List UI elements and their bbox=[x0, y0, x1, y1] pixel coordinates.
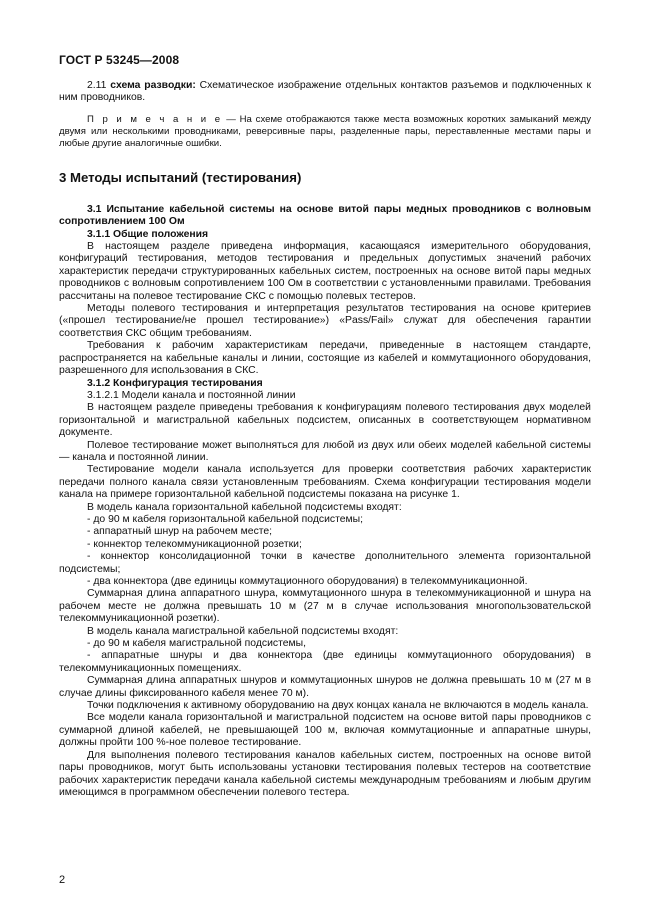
page-content bbox=[59, 80, 591, 799]
section-3-heading: 3 Методы испытаний (тестирования) bbox=[59, 169, 302, 185]
paragraph: Суммарная длина аппаратного шнура, коммутационного шнура в телекоммуникационной и шнура на рабочем месте не должна превышать 10 м (27 м в случае использования многопользовательской телекоммуникационной розетки). bbox=[59, 588, 591, 625]
paragraph: В модель канала магистральной кабельной подсистемы входят: bbox=[87, 625, 399, 637]
section-number: 2.11 bbox=[87, 80, 111, 91]
list-item: - коннектор телекоммуникационной розетки; bbox=[87, 538, 302, 550]
paragraph: В настоящем разделе приведены требования к конфигурациям полевого тестирования двух моделей горизонтальной и магистральной кабельных подсистем, описанных в соответствующем нормативном документе. bbox=[59, 402, 591, 439]
section-3-1-heading: 3.1 Испытание кабельной системы на основе витой пары медных проводников с волновым сопротивлением 100 Ом bbox=[59, 203, 591, 228]
paragraph: Тестирование модели канала используется для проверки соответствия рабочих характеристик передачи полного канала связи установленным требованиям. Схема конфигурации тестирования модели канала на примере горизонтальной кабельной подсистемы показана на рисунке 1. bbox=[59, 464, 591, 501]
paragraph: Все модели канала горизонтальной и магистральной подсистем на основе витой пары проводников с суммарной длиной кабелей, не превышающей 100 м, включая коммутационные и аппаратные шнуры, должны пройти 100 %-ное полевое тестирование. bbox=[59, 712, 591, 749]
term: схема разводки: bbox=[110, 80, 196, 91]
section-3-1-2-heading: 3.1.2 Конфигурация тестирования bbox=[87, 377, 263, 389]
list-item: - аппаратные шнуры и два коннектора (две единицы коммутационного оборудования) в телекоммуникационных помещениях. bbox=[59, 650, 591, 674]
note-label: П р и м е ч а н и е bbox=[87, 113, 223, 125]
list-item: - два коннектора (две единицы коммутационного оборудования) в телекоммуникационной. bbox=[87, 576, 528, 587]
paragraph: Для выполнения полевого тестирования каналов кабельных систем, построенных на основе витой пары проводников, могут быть использованы установки тестирования полевых тестеров на соответствие рабочих характеристик передачи канала кабельной системы международным требованиям и любым другим имеющимся в программном обеспечении полевого тестера. bbox=[59, 749, 591, 798]
paragraph: В настоящем разделе приведена информация, касающаяся измерительного оборудования, конфигураций тестирования, методов тестирования и предельных допустимых значений рабочих характеристик передачи структурированных кабельных систем, построенных на основе витой пары медных проводников с волновым сопротивлением 100 Ом в соответствии с установленными правилами. Требования рассчитаны на полевое тестирование СКС с помощью полевых тестеров. bbox=[59, 241, 591, 302]
paragraph: Точки подключения к активному оборудованию на двух концах канала не включаются в модель канала. bbox=[87, 700, 589, 712]
paragraph: Методы полевого тестирования и интерпретация результатов тестирования на основе критериев («прошел тестирование/не прошел тестирование») «Pass/Fail» служат для обеспечения гарантии соответствия СКС общим требованиям. bbox=[59, 303, 591, 339]
list-item: - до 90 м кабеля магистральной подсистемы, bbox=[87, 638, 307, 650]
paragraph: Полевое тестирование может выполняться для любой из двух или обеих моделей кабельной системы — канала и постоянной линии. bbox=[59, 439, 591, 463]
list-item: - аппаратный шнур на рабочем месте; bbox=[87, 526, 273, 538]
section-2-11 bbox=[59, 80, 591, 105]
list-item: - коннектор консолидационной точки в качестве дополнительного элемента горизонтальной подсистемы; bbox=[59, 551, 591, 575]
paragraph: В модель канала горизонтальной кабельной подсистемы входят: bbox=[87, 501, 402, 513]
page-number: 2 bbox=[59, 874, 66, 886]
document-header: ГОСТ Р 53245—2008 bbox=[59, 53, 180, 67]
paragraph: Требования к рабочим характеристикам передачи, приведенные в настоящем стандарте, распространяется на кабельные каналы и линии, состоящие из кабелей и коммутационного оборудования, разрешенного для использования в СКС. bbox=[59, 340, 591, 377]
note bbox=[59, 114, 591, 150]
list-item: - до 90 м кабеля горизонтальной кабельной подсистемы; bbox=[87, 513, 364, 525]
section-3-1-2-1-heading: 3.1.2.1 Модели канала и постоянной линии bbox=[87, 389, 296, 401]
note-text: — На схеме отображаются также места возможных коротких замыканий между двумя или несколькими проводниками, реверсивные пары, разделенные пары, переставленные местами пары и любые другие аналогичные ошибки. bbox=[59, 113, 592, 149]
paragraph: Суммарная длина аппаратных шнуров и коммутационных шнуров не должна превышать 10 м (27 м в случае длины фиксированного кабеля менее 70 м). bbox=[59, 675, 591, 699]
section-3-1-1-heading: 3.1.1 Общие положения bbox=[87, 228, 209, 240]
definition: Схематическое изображение отдельных контактов разъемов и подключенных к ним проводников. bbox=[59, 80, 591, 104]
